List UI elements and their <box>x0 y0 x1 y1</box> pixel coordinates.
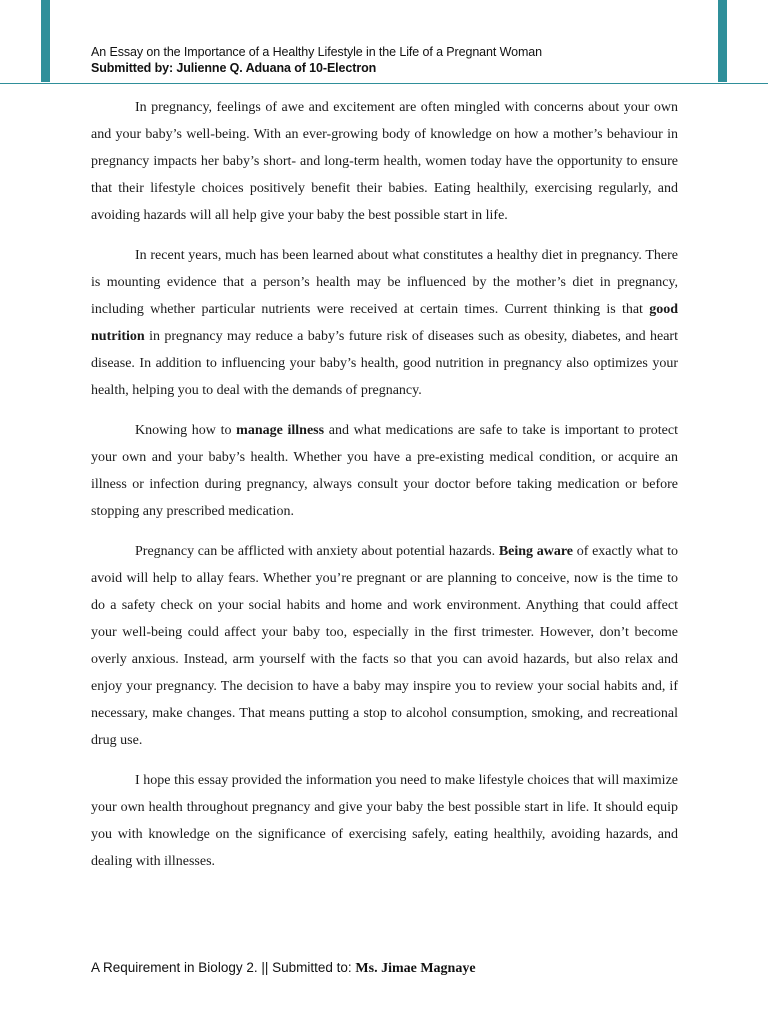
right-accent-bar <box>718 0 727 82</box>
paragraph-1 <box>91 94 678 229</box>
paragraph-text: and what medications are safe to take is important to protect your own and your baby’s health. Whether you have a pre-existing medical condition, or acquire an illness or infection during pregnancy, always consult your doctor before taking medication or before stopping any prescribed medication. <box>91 423 678 519</box>
paragraph-5 <box>91 767 678 875</box>
paragraph-2 <box>91 242 678 404</box>
paragraph-text: in pregnancy may reduce a baby’s future risk of diseases such as obesity, diabetes, and heart disease. In addition to influencing your baby’s health, good nutrition in pregnancy also optimizes your health, helping you to deal with the demands of pregnancy. <box>91 329 678 398</box>
paragraph-text: I hope this essay provided the information you need to make lifestyle choices that will maximize your own health throughout pregnancy and give your baby the best possible start in life. It should equip you with knowledge on the significance of exercising safely, eating healthily, avoiding hazards, and dealing with illnesses. <box>91 773 678 869</box>
footer-requirement: A Requirement in Biology 2. || Submitted to: <box>91 960 356 975</box>
document-header <box>91 44 542 76</box>
emphasis-manage-illness: manage illness <box>236 423 325 438</box>
paragraph-text: Knowing how to <box>135 423 237 438</box>
paragraph-text: Pregnancy can be afflicted with anxiety about potential hazards. <box>135 544 499 559</box>
paragraph-3 <box>91 417 678 525</box>
paragraph-text: In recent years, much has been learned about what constitutes a healthy diet in pregnancy. There is mounting evidence that a person’s health may be influenced by the mother’s diet in pregnancy, including whether particular nutrients were received at certain times. Current thinking is that <box>91 248 678 317</box>
essay-title: An Essay on the Importance of a Healthy Lifestyle in the Life of a Pregnant Woman <box>91 45 542 59</box>
footer-submitted-to: Ms. Jimae Magnaye <box>355 961 476 976</box>
paragraph-4 <box>91 538 678 754</box>
header-rule <box>0 83 768 84</box>
paragraph-text: of exactly what to avoid will help to allay fears. Whether you’re pregnant or are planning to conceive, now is the time to do a safety check on your social habits and home and work environment. Anything that could affect your well-being could affect your baby too, especially in the first trimester. However, don’t become overly anxious. Instead, arm yourself with the facts so that you can avoid hazards, but also relax and enjoy your pregnancy. The decision to have a baby may inspire you to review your social habits and, if necessary, make changes. That means putting a stop to alcohol consumption, smoking, and recreational drug use. <box>91 544 678 748</box>
submitted-by: Submitted by: Julienne Q. Aduana of 10-Electron <box>91 61 377 75</box>
emphasis-being-aware: Being aware <box>498 544 574 559</box>
paragraph-text: In pregnancy, feelings of awe and excitement are often mingled with concerns about your own and your baby’s well-being. With an ever-growing body of knowledge on how a mother’s behaviour in pregnancy impacts her baby’s short- and long-term health, women today have the opportunity to ensure that their lifestyle choices positively benefit their babies. Eating healthily, exercising regularly, and avoiding hazards will all help give your baby the best possible start in life. <box>91 100 678 223</box>
essay-body <box>91 94 678 888</box>
emphasis-good-nutrition: good nutrition <box>91 302 678 344</box>
left-accent-bar <box>41 0 50 82</box>
document-footer <box>91 960 476 977</box>
